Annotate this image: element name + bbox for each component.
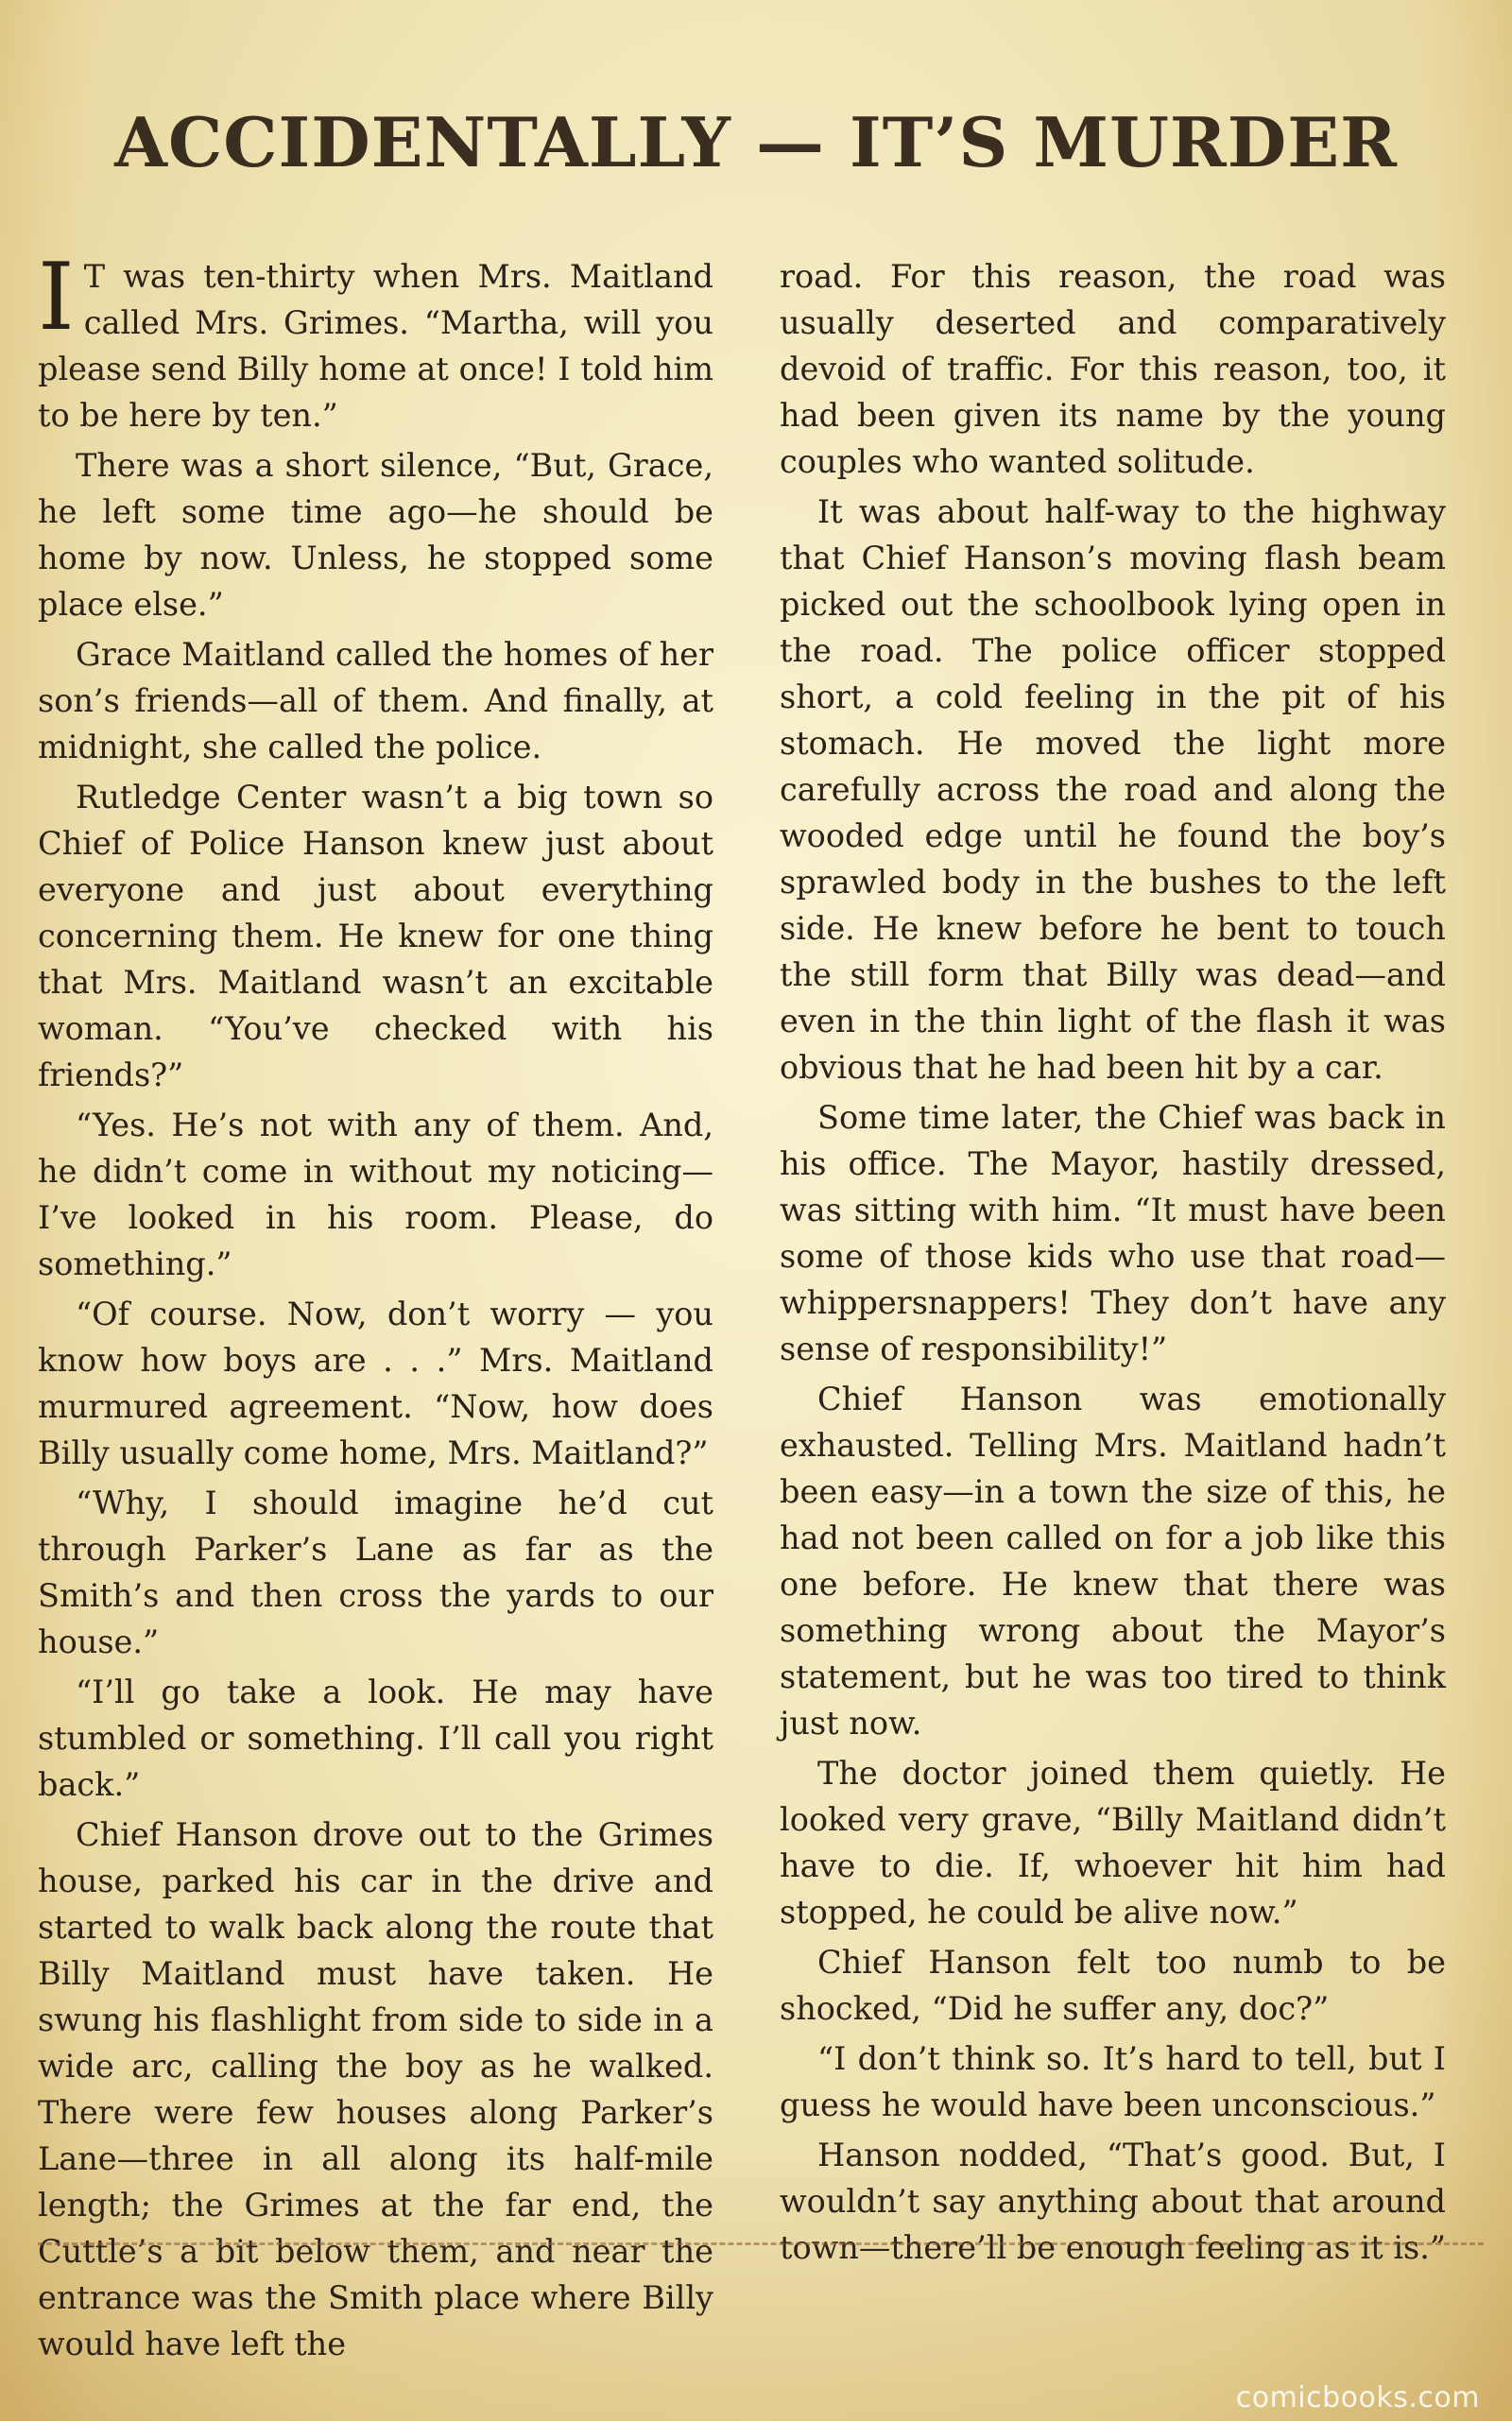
paragraph: Hanson nodded, “That’s good. But, I wouldn’t say anything about that around town—there’ll be enough feeling as it is.”: [780, 2137, 1447, 2266]
bottom-divider: [38, 2242, 1484, 2245]
paragraph-text: T was ten-thirty when Mrs. Maitland called Mrs. Grimes. “Martha, will you please send Billy home at once! I told him to be here by ten.”: [38, 258, 713, 434]
paragraph: road. For this reason, the road was usually deserted and comparatively devoid of traffic. For this reason, too, it had been given its name by the young couples who wanted solitude.: [780, 258, 1446, 480]
paragraph: Chief Hanson drove out to the Grimes house, parked his car in the drive and started to walk back along the route that Billy Maitland must have taken. He swung his flashlight from side to side in a wide arc, calling the boy as he walked. There were few houses along Parker’s Lane—three in all along its half-mile length; the Grimes at the far end, the Cuttle’s a bit below them, and near the entrance was the Smith place where Billy would have left the: [38, 1816, 713, 2362]
paragraph: Rutledge Center wasn’t a big town so Chief of Police Hanson knew just about everyone and just about everything concerning them. He knew for one thing that Mrs. Maitland wasn’t an excitable woman. “You’ve checked with his friends?”: [38, 779, 713, 1093]
drop-cap: I: [38, 244, 75, 352]
right-column: [780, 253, 1446, 2275]
story-title: ACCIDENTALLY — IT’S MURDER: [114, 102, 1398, 182]
left-column: [38, 244, 713, 2371]
paragraph: It was about half-way to the highway that Chief Hanson’s moving flash beam picked out the schoolbook lying open in the road. The police officer stopped short, a cold feeling in the pit of his stomach. He moved the light more carefully across the road and along the wooded edge until he found the boy’s sprawled body in the bushes to the left side. He knew before he bent to touch the still form that Billy was dead—and even in the thin light of the flash it was obvious that he had been hit by a car.: [780, 493, 1446, 1086]
paragraph: [38, 244, 713, 438]
paragraph: The doctor joined them quietly. He looked very grave, “Billy Maitland didn’t have to die. If, whoever hit him had stopped, he could be alive now.”: [780, 1755, 1446, 1931]
paragraph: “I’ll go take a look. He may have stumbled or something. I’ll call you right back.”: [38, 1674, 713, 1803]
paragraph: Some time later, the Chief was back in his office. The Mayor, hastily dressed, was sitting with him. “It must have been some of those kids who use that road—whippersnappers! They don’t have any sense of responsibility!”: [780, 1099, 1446, 1367]
paragraph: “I don’t think so. It’s hard to tell, but I guess he would have been unconscious.”: [780, 2040, 1446, 2123]
paragraph: There was a short silence, “But, Grace, he left some time ago—he should be home by now. Unless, he stopped some place else.”: [38, 447, 713, 623]
paragraph: “Why, I should imagine he’d cut through Parker’s Lane as far as the Smith’s and then cross the yards to our house.”: [38, 1485, 713, 1660]
paragraph: Grace Maitland called the homes of her son’s friends—all of them. And finally, at midnight, she called the police.: [38, 636, 713, 765]
paragraph: “Of course. Now, don’t worry — you know how boys are . . .” Mrs. Maitland murmured agreement. “Now, how does Billy usually come home, Mrs. Maitland?”: [38, 1296, 713, 1471]
paragraph: Chief Hanson felt too numb to be shocked, “Did he suffer any, doc?”: [780, 1944, 1446, 2027]
watermark: comicbooks.com: [1235, 2381, 1480, 2414]
paragraph: “Yes. He’s not with any of them. And, he didn’t come in without my noticing—I’ve looked in his room. Please, do something.”: [38, 1107, 713, 1282]
paragraph: Chief Hanson was emotionally exhausted. Telling Mrs. Maitland hadn’t been easy—in a town the size of this, he had not been called on for a job like this one before. He knew that there was something wrong about the Mayor’s statement, but he was too tired to think just now.: [780, 1381, 1446, 1742]
